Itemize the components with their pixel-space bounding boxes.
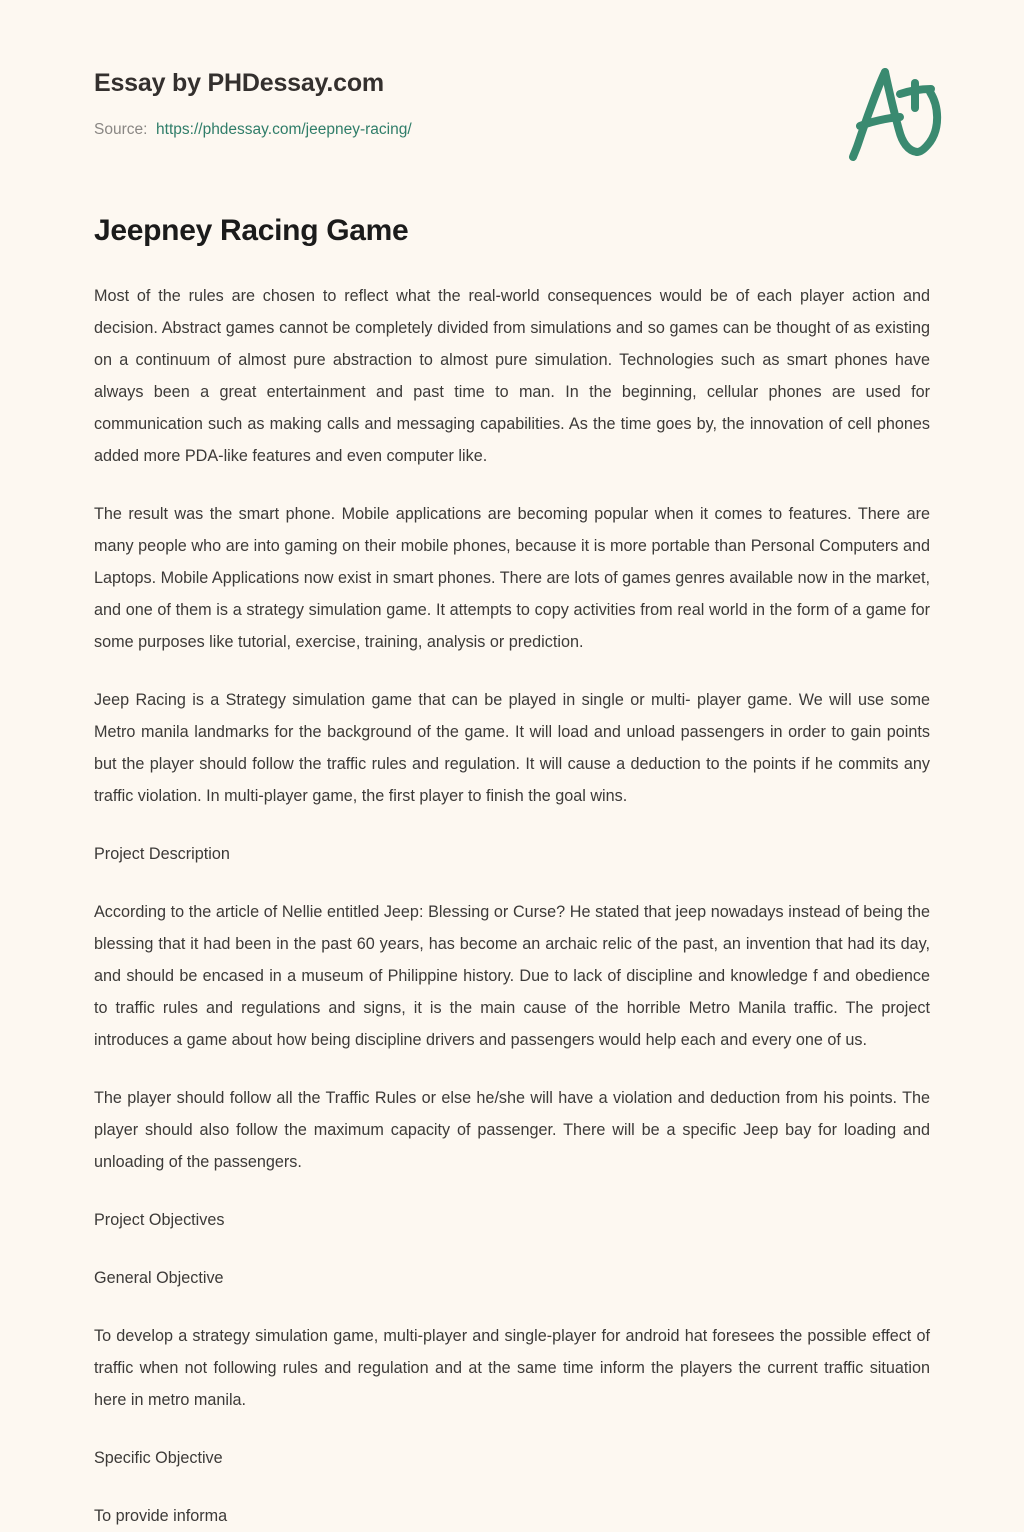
section-heading: General Objective bbox=[94, 1268, 224, 1287]
section-heading: Project Objectives bbox=[94, 1210, 225, 1229]
body-paragraph: Most of the rules are chosen to reflect what the real-world consequences would be of each player action and decision. Abstract games cannot be completely divided from simulations and so games can be thought of as existing on a continuum of almost pure abstraction to almost pure simulation. Technologies such as smart phones have always been a great entertainment and past time to man. In the beginning, cellular phones are used for communication such as making calls and messaging capabilities. As the time goes by, the innovation of cell phones added more PDA-like features and even computer like. bbox=[94, 286, 930, 465]
section-heading: Project Description bbox=[94, 844, 230, 863]
page-header bbox=[0, 0, 1024, 180]
aplus-logo-svg bbox=[838, 58, 948, 163]
body-paragraph: To provide informa bbox=[94, 1506, 228, 1525]
body-paragraph: Jeep Racing is a Strategy simulation game that can be played in single or multi- player game. We will use some Metro manila landmarks for the background of the game. It will load and unload passengers in order to gain points but the player should follow the traffic rules and regulation. It will cause a deduction to the points if he commits any traffic violation. In multi-player game, the first player to finish the goal wins. bbox=[94, 690, 930, 805]
page-title: Jeepney Racing Game bbox=[94, 214, 409, 247]
source-url-link[interactable]: https://phdessay.com/jeepney-racing/ bbox=[156, 121, 412, 138]
source-label: Source: bbox=[94, 121, 148, 138]
body-paragraph: The result was the smart phone. Mobile applications are becoming popular when it comes to features. There are many people who are into gaming on their mobile phones, because it is more portable than Personal Computers and Laptops. Mobile Applications now exist in smart phones. There are lots of games genres available now in the market, and one of them is a strategy simulation game. It attempts to copy activities from real world in the form of a game for some purposes like tutorial, exercise, training, analysis or prediction. bbox=[94, 504, 930, 651]
body-paragraph: The player should follow all the Traffic Rules or else he/she will have a violation and deduction from his points. The player should also follow the maximum capacity of passenger. There will be a specific Jeep bay for loading and unloading of the passengers. bbox=[94, 1088, 930, 1171]
body-paragraph: To develop a strategy simulation game, multi-player and single-player for android hat foresees the possible effect of traffic when not following rules and regulation and at the same time inform the players the current traffic situation here in metro manila. bbox=[94, 1326, 930, 1409]
section-heading: Specific Objective bbox=[94, 1448, 223, 1467]
article-body bbox=[0, 212, 1024, 1532]
body-paragraph: According to the article of Nellie entitled Jeep: Blessing or Curse? He stated that jeep nowadays instead of being the blessing that it had been in the past 60 years, has become an archaic relic of the past, an invention that had its day, and should be encased in a museum of Philippine history. Due to lack of discipline and knowledge f and obedience to traffic rules and regulations and signs, it is the main cause of the horrible Metro Manila traffic. The project introduces a game about how being discipline drivers and passengers would help each and every one of us. bbox=[94, 902, 930, 1049]
paragraph-container bbox=[94, 280, 930, 1532]
aplus-logo-icon bbox=[838, 58, 948, 163]
source-line bbox=[94, 120, 930, 140]
brand-title: Essay by PHDessay.com bbox=[94, 69, 384, 97]
